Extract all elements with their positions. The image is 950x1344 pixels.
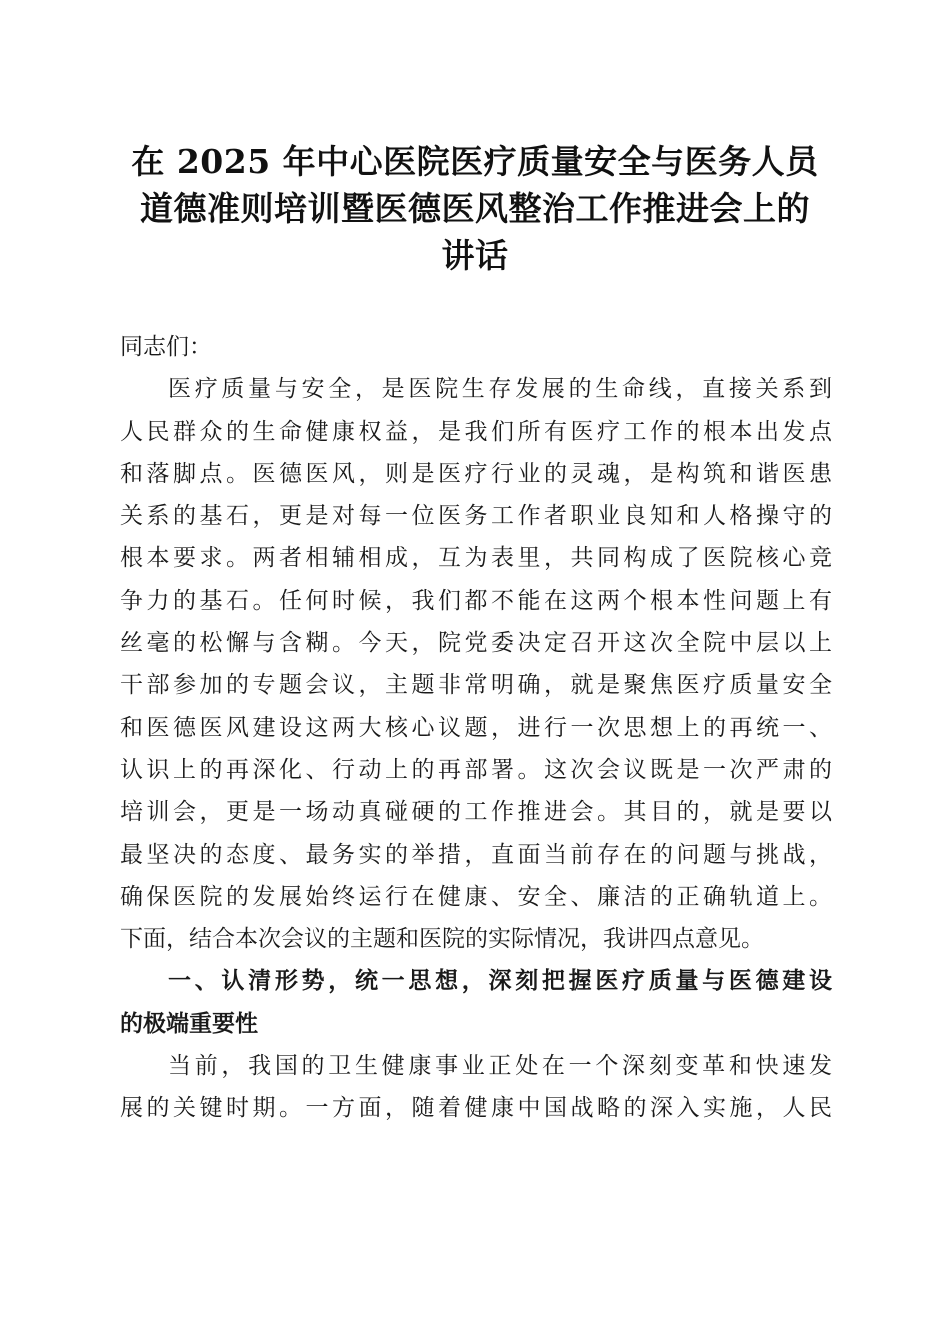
- section-heading-1: [120, 960, 832, 1045]
- salutation: 同志们：: [120, 334, 212, 360]
- paragraph-intro: [120, 368, 832, 960]
- text-line: 和医德医风建设这两大核心议题，进行一次思想上的再统一、: [120, 714, 832, 741]
- text-line: 培训会，更是一场动真碰硬的工作推进会。其目的，就是要以: [120, 799, 832, 826]
- text-line: 认识上的再深化、行动上的再部署。这次会议既是一次严肃的: [120, 756, 832, 783]
- text-line: 根本要求。两者相辅相成，互为表里，共同构成了医院核心竞: [120, 545, 832, 572]
- text-line: 医疗质量与安全，是医院生存发展的生命线，直接关系到: [168, 376, 832, 403]
- title-line-3: 讲话: [441, 236, 509, 275]
- title-line-1: 在 2025 年中心医院医疗质量安全与医务人员: [131, 142, 819, 181]
- document-title: [110, 138, 840, 279]
- text-line: 干部参加的专题会议，主题非常明确，就是聚焦医疗质量安全: [120, 672, 832, 699]
- text-line: 和落脚点。医德医风，则是医疗行业的灵魂，是构筑和谐医患: [120, 460, 832, 487]
- text-line: 展的关键时期。一方面，随着健康中国战略的深入实施，人民: [120, 1095, 832, 1122]
- text-line: 当前，我国的卫生健康事业正处在一个深刻变革和快速发: [168, 1053, 832, 1080]
- heading-line: 一、认清形势，统一思想，深刻把握医疗质量与医德建设: [168, 968, 832, 995]
- text-line: 下面，结合本次会议的主题和医院的实际情况，我讲四点意见。: [120, 926, 764, 953]
- text-line: 人民群众的生命健康权益，是我们所有医疗工作的根本出发点: [120, 418, 832, 445]
- heading-line: 的极端重要性: [120, 1010, 258, 1037]
- text-line: 关系的基石，更是对每一位医务工作者职业良知和人格操守的: [120, 503, 832, 530]
- title-line-2: 道德准则培训暨医德医风整治工作推进会上的: [140, 189, 810, 228]
- text-line: 丝毫的松懈与含糊。今天，院党委决定召开这次全院中层以上: [120, 630, 832, 657]
- text-line: 争力的基石。任何时候，我们都不能在这两个根本性问题上有: [120, 587, 832, 614]
- text-line: 最坚决的态度、最务实的举措，直面当前存在的问题与挑战，: [120, 841, 832, 868]
- document-body: [120, 326, 832, 1130]
- text-line: 确保医院的发展始终运行在健康、安全、廉洁的正确轨道上。: [120, 883, 832, 910]
- paragraph-section-1: [120, 1045, 832, 1130]
